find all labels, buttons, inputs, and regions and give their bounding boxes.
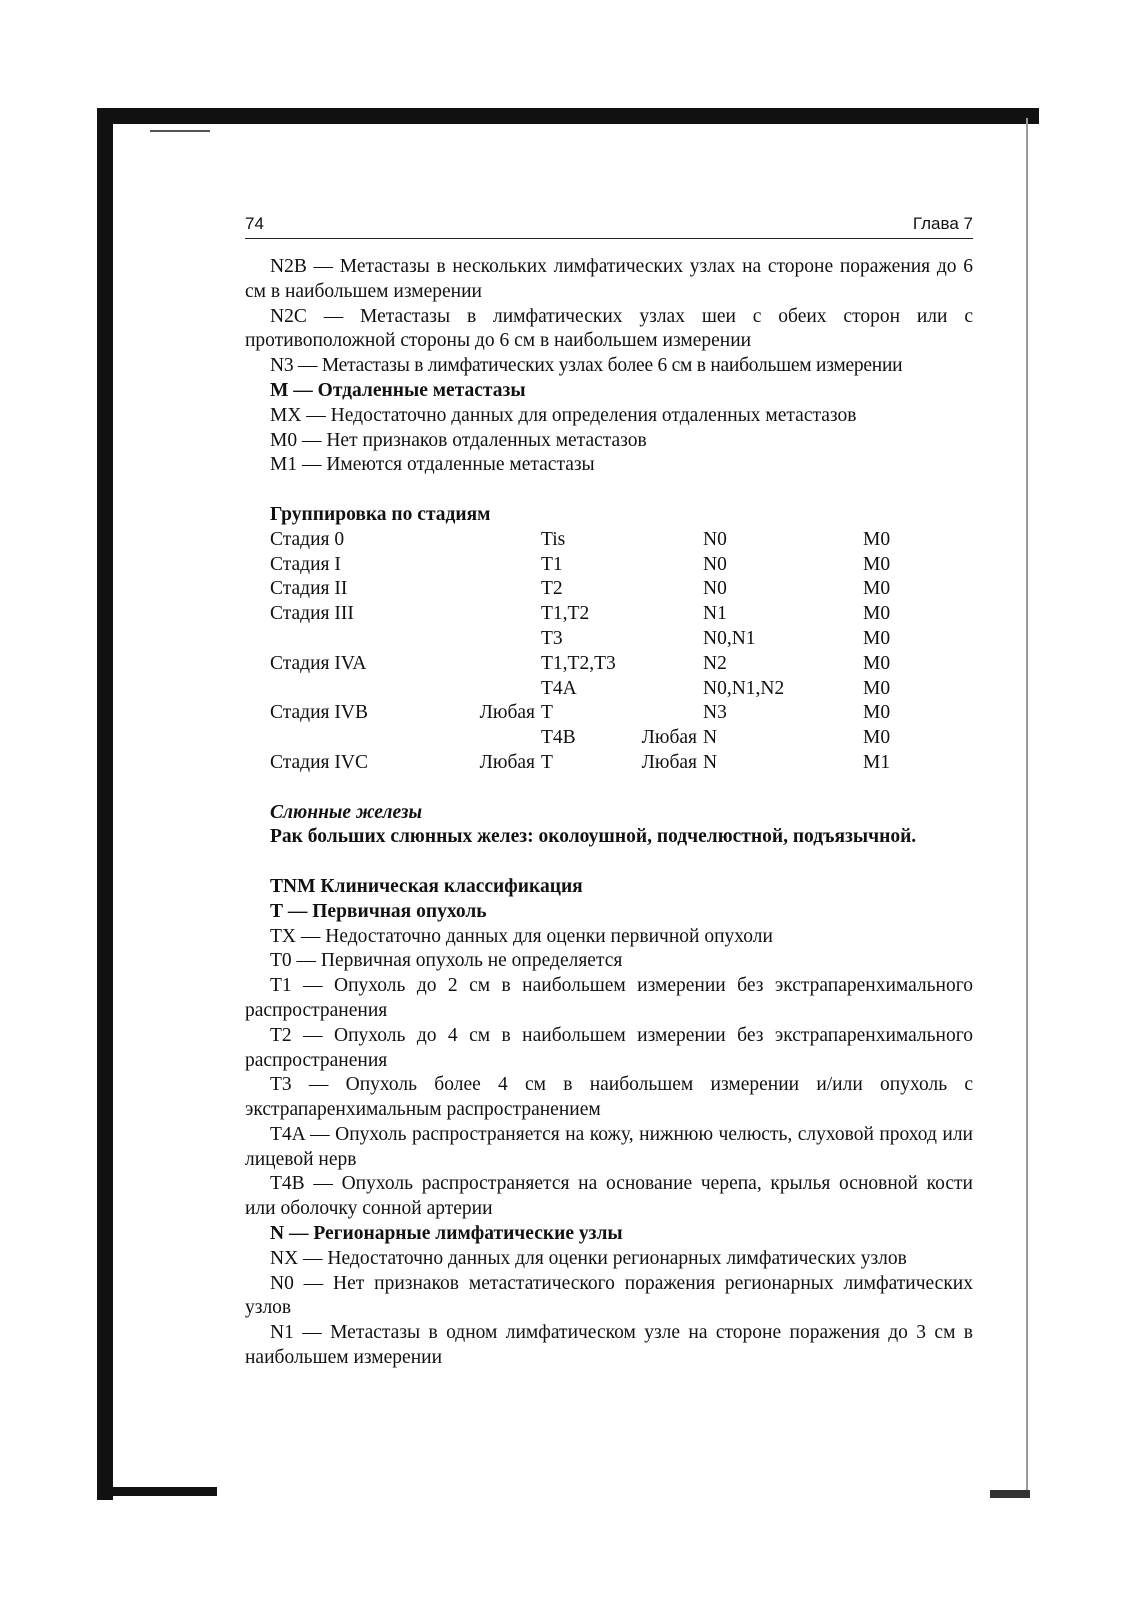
n-category: N3 — [703, 702, 727, 724]
stage-label: Стадия IVA — [270, 652, 367, 674]
any-n-qualifier: Любая — [641, 751, 697, 773]
n-category: N2 — [703, 652, 727, 674]
any-t-qualifier — [459, 553, 541, 578]
stage-label: Стадия IVC — [270, 751, 368, 773]
t-category: T1 — [541, 553, 563, 575]
any-t-qualifier — [459, 652, 541, 677]
any-n-qualifier: Любая — [641, 727, 697, 749]
staging-row — [270, 602, 923, 627]
chapter-title: Глава 7 — [912, 214, 973, 233]
any-t-qualifier — [459, 726, 541, 751]
staging-row — [270, 701, 923, 726]
any-t-qualifier — [459, 602, 541, 627]
staging-row — [270, 652, 923, 677]
paragraph-n0: N0 — Нет признаков метастатического поражения регионарных лимфатических узлов — [245, 1272, 973, 1319]
m-category: M1 — [863, 751, 891, 773]
heading-salivary-subtitle: Рак больших слюнных желез: околоушной, подчелюстной, подъязычной. — [270, 826, 917, 848]
any-t-qualifier — [459, 627, 541, 652]
stage-label: Стадия III — [270, 603, 354, 625]
staging-row — [270, 751, 923, 776]
t-category: T — [541, 702, 553, 724]
heading-n: N — Регионарные лимфатические узлы — [270, 1223, 623, 1245]
spacer — [245, 850, 973, 875]
m-category: M0 — [863, 627, 891, 649]
m-category: M0 — [863, 578, 891, 600]
m-category: M0 — [863, 677, 891, 699]
paragraph-t0: T0 — Первичная опухоль не определяется — [270, 950, 623, 972]
page-content — [245, 255, 973, 1371]
running-header — [245, 212, 973, 239]
any-t-qualifier — [459, 677, 541, 702]
paragraph-t4b: T4B — Опухоль распространяется на основание черепа, крылья основной кости или оболочку сонной артерии — [245, 1173, 973, 1220]
stage-label — [270, 677, 459, 702]
paragraph-n3: N3 — Метастазы в лимфатических узлах более 6 см в наибольшем измерении — [270, 355, 903, 377]
heading-staging: Группировка по стадиям — [270, 503, 491, 525]
any-n-qualifier — [627, 577, 703, 602]
t-category: Tis — [541, 528, 566, 550]
n-category: N — [703, 751, 718, 773]
heading-tnm: TNM Клиническая классификация — [270, 875, 583, 897]
paragraph-t3: T3 — Опухоль более 4 см в наибольшем измерении и/или опухоль с экстрапаренхимальным распространением — [245, 1074, 973, 1121]
t-category: T1,T2 — [541, 603, 590, 625]
n-category: N1 — [703, 603, 727, 625]
paragraph-t2: T2 — Опухоль до 4 см в наибольшем измерении без экстрапаренхимального распространения — [245, 1024, 973, 1071]
m-category: M0 — [863, 603, 891, 625]
page-number: 74 — [245, 214, 264, 233]
heading-t: Т — Первичная опухоль — [270, 900, 487, 922]
staging-row — [270, 627, 923, 652]
any-n-qualifier — [627, 553, 703, 578]
any-t-qualifier — [459, 577, 541, 602]
paragraph-mx: MX — Недостаточно данных для определения отдаленных метастазов — [270, 404, 857, 426]
stage-label — [270, 627, 459, 652]
paragraph-tx: TX — Недостаточно данных для оценки первичной опухоли — [270, 925, 773, 947]
paragraph-n2b: N2B — Метастазы в нескольких лимфатических узлах на стороне поражения до 6 см в наибольшем измерении — [245, 256, 973, 302]
paragraph-n1: N1 — Метастазы в одном лимфатическом узле на стороне поражения до 3 см в наибольшем измерении — [245, 1322, 973, 1369]
heading-m: М — Отдаленные метастазы — [270, 379, 526, 401]
any-n-qualifier — [627, 677, 703, 702]
n-category: N0,N1,N2 — [703, 677, 785, 699]
any-t-qualifier — [459, 528, 541, 553]
m-category: M0 — [863, 652, 891, 674]
any-t-qualifier: Любая — [479, 702, 535, 724]
any-n-qualifier — [627, 627, 703, 652]
t-category: T — [541, 751, 553, 773]
m-category: M0 — [863, 702, 891, 724]
stage-label: Стадия I — [270, 553, 341, 575]
t-category: T2 — [541, 578, 563, 600]
spacer — [245, 776, 973, 801]
any-n-qualifier — [627, 602, 703, 627]
any-n-qualifier — [627, 528, 703, 553]
paragraph-m0: M0 — Нет признаков отдаленных метастазов — [270, 429, 647, 451]
paragraph-n2c: N2C — Метастазы в лимфатических узлах шеи с обеих сторон или с противоположной стороны до 6 см в наибольшем измерении — [245, 305, 973, 352]
staging-row — [270, 528, 923, 553]
spacer — [245, 478, 973, 503]
heading-salivary: Слюнные железы — [270, 801, 422, 823]
m-category: M0 — [863, 727, 891, 749]
stage-label — [270, 726, 459, 751]
staging-row — [270, 726, 923, 751]
m-category: M0 — [863, 528, 891, 550]
t-category: T1,T2,T3 — [541, 652, 616, 674]
staging-row — [270, 677, 923, 702]
paragraph-m1: M1 — Имеются отдаленные метастазы — [270, 454, 595, 476]
staging-row — [270, 553, 923, 578]
n-category: N0 — [703, 578, 727, 600]
paragraph-t4a: T4A — Опухоль распространяется на кожу, нижнюю челюсть, слуховой проход или лицевой нерв — [245, 1123, 973, 1170]
n-category: N0 — [703, 528, 727, 550]
n-category: N0 — [703, 553, 727, 575]
t-category: T4B — [541, 727, 576, 749]
staging-table — [270, 528, 923, 776]
t-category: T4A — [541, 677, 577, 699]
any-t-qualifier: Любая — [479, 751, 535, 773]
stage-label: Стадия IVB — [270, 702, 368, 724]
m-category: M0 — [863, 553, 891, 575]
any-n-qualifier — [627, 701, 703, 726]
staging-row — [270, 577, 923, 602]
stage-label: Стадия II — [270, 578, 348, 600]
n-category: N0,N1 — [703, 627, 756, 649]
t-category: T3 — [541, 627, 563, 649]
any-n-qualifier — [627, 652, 703, 677]
n-category: N — [703, 727, 718, 749]
paragraph-nx: NX — Недостаточно данных для оценки регионарных лимфатических узлов — [270, 1247, 907, 1269]
stage-label: Стадия 0 — [270, 528, 345, 550]
paragraph-t1: T1 — Опухоль до 2 см в наибольшем измерении без экстрапаренхимального распространения — [245, 975, 973, 1021]
